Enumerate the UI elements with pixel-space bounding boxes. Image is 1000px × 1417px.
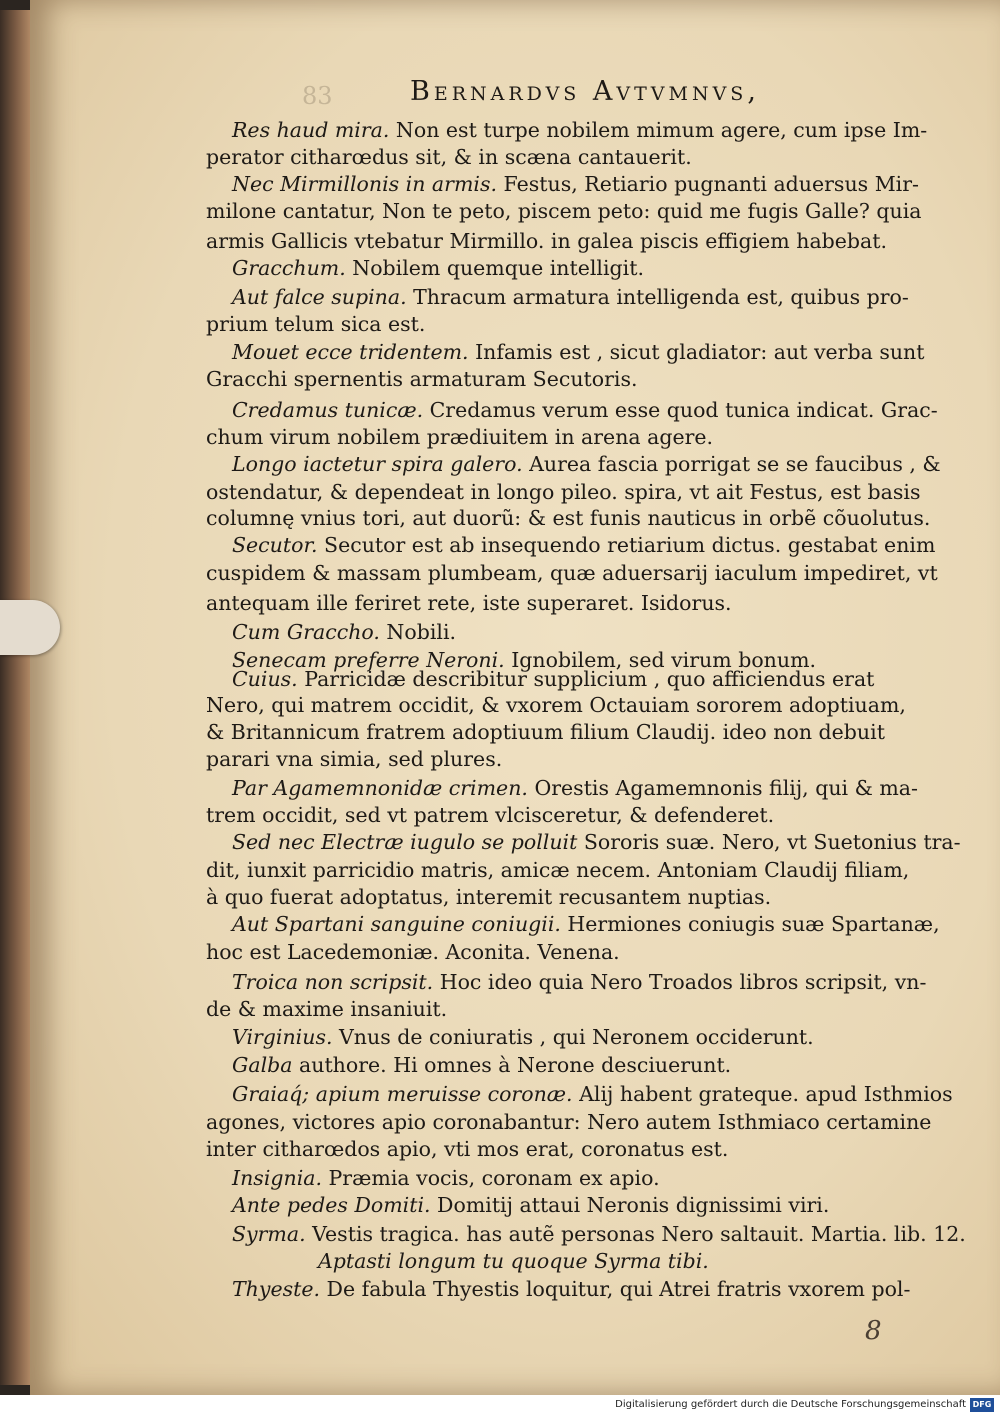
gloss-text: De fabula Thyestis loquitur, qui Atrei fratris vxorem pol- bbox=[320, 1277, 911, 1301]
gloss-text: Præmia vocis, coronam ex apio. bbox=[322, 1166, 660, 1190]
gloss-text: Nobilem quemque intelligit. bbox=[345, 256, 644, 280]
gloss-text: armis Gallicis vtebatur Mirmillo. in galea piscis effigiem habebat. bbox=[206, 229, 888, 253]
text-line bbox=[232, 1193, 829, 1217]
footer-bar bbox=[0, 1395, 1000, 1417]
text-line bbox=[206, 312, 425, 336]
lemma: Par Agamemnonidæ crimen. bbox=[232, 776, 528, 800]
text-line bbox=[232, 172, 919, 196]
gloss-text: hoc est Lacedemoniæ. Aconita. Venena. bbox=[206, 940, 620, 964]
gloss-text: Gracchi spernentis armaturam Secutoris. bbox=[206, 367, 638, 391]
text-line bbox=[318, 1249, 709, 1273]
gloss-text: Non est turpe nobilem mimum agere, cum ipse Im- bbox=[389, 118, 928, 142]
lemma: Graiaq́; apium meruisse coronæ. bbox=[232, 1082, 573, 1106]
text-line bbox=[206, 720, 885, 744]
text-line bbox=[206, 803, 774, 827]
gloss-text: dit, iunxit parricidio matris, amicæ necem. Antoniam Claudij filiam, bbox=[206, 858, 910, 882]
text-line bbox=[232, 970, 926, 994]
gloss-text: Aurea fascia porrigat se se faucibus , & bbox=[522, 452, 941, 476]
text-line bbox=[232, 533, 935, 557]
lemma: Longo iactetur spira galero. bbox=[232, 452, 523, 476]
gloss-text: authore. Hi omnes à Nerone desciuerunt. bbox=[292, 1053, 732, 1077]
text-line bbox=[206, 506, 930, 530]
text-line bbox=[232, 667, 874, 691]
gloss-text: Nobili. bbox=[379, 620, 457, 644]
text-line bbox=[206, 1137, 728, 1161]
lemma: Aut Spartani sanguine coniugii. bbox=[232, 912, 561, 936]
gloss-text: columnę vnius tori, aut duorũ: & est funis nauticus in orbẽ cõuolutus. bbox=[206, 506, 931, 530]
gloss-text: Hoc ideo quia Nero Troados libros scripsit, vn- bbox=[433, 970, 927, 994]
dfg-logo: DFG bbox=[970, 1398, 994, 1412]
lemma: Credamus tunicæ. bbox=[232, 398, 424, 422]
text-line bbox=[206, 1110, 931, 1134]
text-line bbox=[206, 480, 920, 504]
gloss-text: de & maxime insaniuit. bbox=[206, 997, 448, 1021]
lemma: Nec Mirmillonis in armis. bbox=[232, 172, 497, 196]
text-line bbox=[232, 285, 909, 309]
lemma: Ante pedes Domiti. bbox=[232, 1193, 431, 1217]
gloss-text: milone cantatur, Non te peto, piscem peto: quid me fugis Galle? quia bbox=[206, 199, 922, 223]
text-line bbox=[232, 256, 644, 280]
gloss-text: Vnus de coniuratis , qui Neronem occiderunt. bbox=[332, 1025, 814, 1049]
gloss-text: perator citharœdus sit, & in scæna cantauerit. bbox=[206, 145, 692, 169]
gloss-text: prium telum sica est. bbox=[206, 312, 426, 336]
text-line bbox=[206, 425, 713, 449]
gloss-text: à quo fuerat adoptatus, interemit recusantem nuptias. bbox=[206, 885, 772, 909]
text-line bbox=[232, 398, 938, 422]
lemma: Troica non scripsit. bbox=[232, 970, 434, 994]
text-line bbox=[206, 145, 692, 169]
gloss-text: Parricidæ describitur supplicium , quo afficiendus erat bbox=[297, 667, 875, 691]
gloss-text: inter citharœdos apio, vti mos erat, coronatus est. bbox=[206, 1137, 729, 1161]
lemma: Gracchum. bbox=[232, 256, 346, 280]
text-line bbox=[206, 885, 771, 909]
gloss-text: Ignobilem, sed virum bonum. bbox=[504, 648, 817, 672]
margin-note: 8 bbox=[865, 1316, 882, 1346]
lemma: Galba bbox=[232, 1053, 293, 1077]
text-line bbox=[206, 199, 921, 223]
lemma: Cuius. bbox=[232, 667, 298, 691]
text-line bbox=[232, 1166, 660, 1190]
text-line bbox=[232, 1222, 966, 1246]
text-line bbox=[206, 747, 502, 771]
lemma: Cum Graccho. bbox=[232, 620, 380, 644]
text-line bbox=[232, 1053, 731, 1077]
gloss-text: Sororis suæ. Nero, vt Suetonius tra- bbox=[577, 830, 961, 854]
gloss-text: Nero, qui matrem occidit, & vxorem Octauiam sororem adoptiuam, bbox=[206, 693, 906, 717]
text-line bbox=[232, 830, 961, 854]
text-line bbox=[232, 1025, 814, 1049]
running-header: Bernardvs Avtvmnvs, bbox=[410, 76, 760, 107]
text-line bbox=[206, 940, 620, 964]
text-line bbox=[206, 591, 732, 615]
text-line bbox=[206, 561, 938, 585]
gloss-text: Secutor est ab insequendo retiarium dictus. gestabat enim bbox=[317, 533, 936, 557]
gloss-text: parari vna simia, sed plures. bbox=[206, 747, 503, 771]
gloss-text: cuspidem & massam plumbeam, quæ aduersarij iaculum impediret, vt bbox=[206, 561, 938, 585]
gloss-text: chum virum nobilem prædiuitem in arena agere. bbox=[206, 425, 714, 449]
gloss-text: ostendatur, & dependeat in longo pileo. spira, vt ait Festus, est basis bbox=[206, 480, 921, 504]
lemma: Syrma. bbox=[232, 1222, 306, 1246]
book-page bbox=[30, 0, 1000, 1395]
text-line bbox=[232, 912, 940, 936]
lemma: Aut falce supina. bbox=[232, 285, 407, 309]
lemma: Virginius. bbox=[232, 1025, 333, 1049]
gloss-text: Domitij attaui Neronis dignissimi viri. bbox=[430, 1193, 830, 1217]
text-line bbox=[232, 620, 456, 644]
gloss-text: Infamis est , sicut gladiator: aut verba sunt bbox=[468, 340, 925, 364]
lemma: Thyeste. bbox=[232, 1277, 320, 1301]
bookmark-tab bbox=[0, 600, 60, 655]
gloss-text: Festus, Retiario pugnanti aduersus Mir- bbox=[497, 172, 919, 196]
text-line bbox=[206, 229, 887, 253]
lemma: Res haud mira. bbox=[232, 118, 390, 142]
gloss-text: trem occidit, sed vt patrem vlcisceretur, & defenderet. bbox=[206, 803, 775, 827]
lemma: Mouet ecce tridentem. bbox=[232, 340, 469, 364]
text-line bbox=[232, 776, 918, 800]
lemma: Secutor. bbox=[232, 533, 318, 557]
text-line bbox=[206, 858, 909, 882]
page-number: 83 bbox=[302, 82, 333, 110]
gloss-text: Vestis tragica. has autẽ personas Nero saltauit. Martia. lib. 12. bbox=[305, 1222, 966, 1246]
text-line bbox=[206, 997, 447, 1021]
text-line bbox=[232, 118, 927, 142]
lemma: Senecam preferre Neroni. bbox=[232, 648, 505, 672]
text-line bbox=[232, 452, 941, 476]
gloss-text: Alij habent grateque. apud Isthmios bbox=[572, 1082, 953, 1106]
lemma: Insignia. bbox=[232, 1166, 322, 1190]
gloss-text: antequam ille feriret rete, iste superaret. Isidorus. bbox=[206, 591, 732, 615]
gloss-text: Credamus verum esse quod tunica indicat. Grac- bbox=[423, 398, 938, 422]
text-line bbox=[232, 340, 924, 364]
gloss-text: Orestis Agamemnonis filij, qui & ma- bbox=[527, 776, 918, 800]
gloss-text: Hermiones coniugis suæ Spartanæ, bbox=[560, 912, 940, 936]
funding-notice: Digitalisierung gefördert durch die Deutsche Forschungsgemeinschaft bbox=[615, 1399, 966, 1410]
text-line bbox=[232, 1082, 953, 1106]
text-line bbox=[206, 693, 906, 717]
gloss-text: agones, victores apio coronabantur: Nero autem Isthmiaco certamine bbox=[206, 1110, 932, 1134]
lemma: Sed nec Electræ iugulo se polluit bbox=[232, 830, 578, 854]
text-line bbox=[206, 367, 638, 391]
gloss-text: Thracum armatura intelligenda est, quibus pro- bbox=[406, 285, 909, 309]
lemma: Aptasti longum tu quoque Syrma tibi. bbox=[318, 1249, 709, 1273]
text-line bbox=[232, 1277, 910, 1301]
gloss-text: & Britannicum fratrem adoptiuum filium Claudij. ideo non debuit bbox=[206, 720, 885, 744]
